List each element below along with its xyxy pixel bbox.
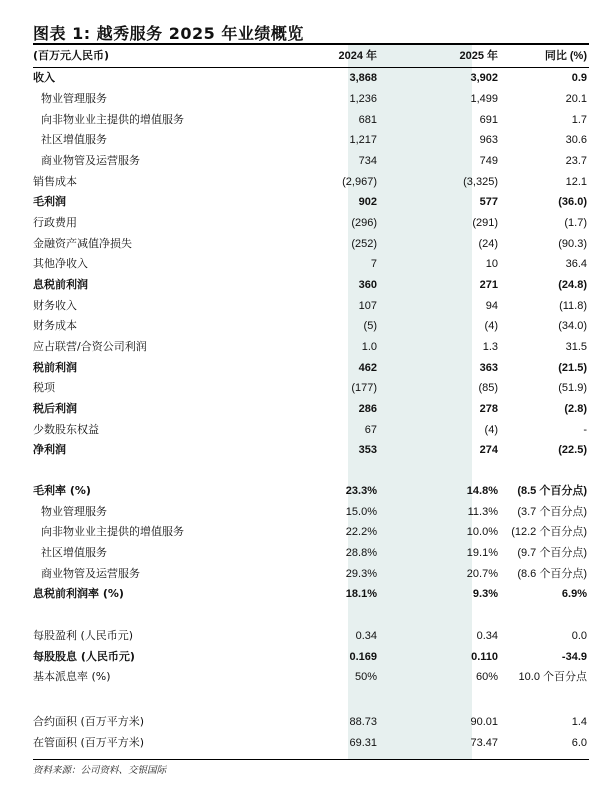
table-row	[33, 378, 589, 398]
value-2025: 963	[479, 134, 498, 146]
row-label: 销售成本	[33, 175, 77, 188]
value-2024: 1.0	[361, 341, 377, 353]
value-yoy: (11.8)	[559, 300, 587, 312]
value-2024: 18.1%	[345, 588, 377, 600]
table-row	[33, 667, 589, 687]
value-2025: 19.1%	[466, 547, 498, 559]
value-yoy: (8.6 个百分点)	[517, 568, 587, 580]
value-2024: (252)	[351, 238, 377, 250]
value-2025: 10	[485, 258, 498, 270]
value-yoy: 0.9	[571, 72, 587, 84]
value-2024: 22.2%	[345, 526, 377, 538]
row-label: 商业物管及运营服务	[41, 154, 140, 167]
col-header-yoy: 同比 (%)	[544, 50, 587, 62]
table-row	[33, 502, 589, 522]
table-row	[33, 420, 589, 440]
value-2025: 577	[479, 196, 498, 208]
value-2025: 271	[479, 279, 498, 291]
value-2024: 69.31	[349, 737, 377, 749]
value-yoy: 20.1	[565, 93, 587, 105]
value-2025: (4)	[484, 424, 498, 436]
value-2025: 11.3%	[467, 506, 498, 518]
table-row	[33, 275, 589, 295]
table-row	[33, 712, 589, 732]
table-row	[33, 213, 589, 233]
value-yoy: (8.5 个百分点)	[517, 485, 587, 497]
table-row	[33, 564, 589, 584]
table-row	[33, 254, 589, 274]
value-yoy: (34.0)	[558, 320, 587, 332]
value-yoy: 31.5	[565, 341, 587, 353]
table-row	[33, 192, 589, 212]
value-yoy: -34.9	[561, 651, 587, 663]
value-2025: (24)	[478, 238, 498, 250]
value-yoy: (21.5)	[558, 362, 587, 374]
value-yoy: 6.0	[571, 737, 587, 749]
value-2024: 28.8%	[345, 547, 377, 559]
value-yoy: (51.9)	[558, 382, 587, 394]
row-label: 净利润	[33, 443, 66, 456]
table-row	[33, 296, 589, 316]
value-2025: (4)	[484, 320, 498, 332]
value-2024: 902	[358, 196, 377, 208]
table-row	[33, 626, 589, 646]
value-2025: 94	[485, 300, 498, 312]
table-row	[33, 399, 589, 419]
value-yoy: 23.7	[565, 155, 587, 167]
value-2024: 360	[358, 279, 377, 291]
value-yoy: (12.2 个百分点)	[511, 526, 587, 538]
table-row	[33, 584, 589, 604]
table-row	[33, 543, 589, 563]
value-2025: 1.3	[482, 341, 498, 353]
value-2024: 88.73	[349, 716, 377, 728]
table-row	[33, 337, 589, 357]
value-2025: 749	[479, 155, 498, 167]
table-row	[33, 110, 589, 130]
value-2025: 274	[479, 444, 498, 456]
value-2025: (3,325)	[463, 176, 498, 188]
col-header-2024: 2024 年	[338, 50, 377, 62]
value-2024: 462	[358, 362, 377, 374]
value-2025: 20.7%	[466, 568, 498, 580]
value-yoy: 36.4	[565, 258, 587, 270]
row-label: 毛利率 (%)	[33, 484, 91, 497]
row-label: 应占联营/合资公司利润	[33, 340, 147, 353]
source-note: 资料来源：公司资料、交银国际	[33, 765, 167, 776]
row-label: 税后利润	[33, 402, 77, 415]
top-rule	[33, 43, 589, 45]
value-2025: 9.3%	[472, 588, 498, 600]
value-yoy: (90.3)	[558, 238, 587, 250]
row-label: 收入	[33, 71, 55, 84]
row-label: 物业管理服务	[41, 505, 107, 518]
value-2025: 3,902	[470, 72, 498, 84]
value-yoy: 12.1	[565, 176, 587, 188]
table-row	[33, 89, 589, 109]
table-row	[33, 733, 589, 753]
value-2024: 1,217	[349, 134, 377, 146]
table-row	[33, 440, 589, 460]
value-2025: 90.01	[470, 716, 498, 728]
value-2025: (291)	[472, 217, 498, 229]
row-label: 税项	[33, 381, 55, 394]
table-row	[33, 130, 589, 150]
value-2025: 278	[479, 403, 498, 415]
value-2024: 3,868	[349, 72, 377, 84]
row-label: 息税前利润	[33, 278, 88, 291]
value-2024: 0.34	[355, 630, 377, 642]
bottom-rule	[33, 759, 589, 760]
value-yoy: 0.0	[571, 630, 587, 642]
value-2024: 67	[364, 424, 377, 436]
value-yoy: 6.9%	[561, 588, 587, 600]
row-label: 每股盈利 (人民币元)	[33, 629, 134, 642]
row-label: 向非物业业主提供的增值服务	[41, 113, 184, 126]
value-2025: 1,499	[470, 93, 498, 105]
value-2025: 10.0%	[466, 526, 498, 538]
table-row	[33, 172, 589, 192]
row-label: 物业管理服务	[41, 92, 107, 105]
value-2025: 73.47	[470, 737, 498, 749]
value-yoy: 10.0 个百分点	[518, 671, 587, 683]
value-2024: 107	[358, 300, 377, 312]
value-yoy: (36.0)	[558, 196, 587, 208]
value-2024: (2,967)	[342, 176, 377, 188]
table-row	[33, 316, 589, 336]
value-2024: 15.0%	[345, 506, 377, 518]
row-label: 每股股息 (人民币元)	[33, 650, 135, 663]
row-label: 在管面积 (百万平方米)	[33, 736, 145, 749]
value-2024: 353	[358, 444, 377, 456]
value-yoy: -	[583, 424, 587, 436]
table-row	[33, 522, 589, 542]
row-label: 向非物业业主提供的增值服务	[41, 525, 184, 538]
value-yoy: 1.7	[571, 114, 587, 126]
row-label: 合约面积 (百万平方米)	[33, 715, 145, 728]
value-yoy: 30.6	[565, 134, 587, 146]
value-yoy: (2.8)	[564, 403, 587, 415]
value-2024: 1,236	[349, 93, 377, 105]
value-yoy: (9.7 个百分点)	[517, 547, 587, 559]
row-label: 毛利润	[33, 195, 66, 208]
value-2024: 23.3%	[345, 485, 377, 497]
value-2024: 681	[358, 114, 377, 126]
table-title: 图表 1: 越秀服务 2025 年业绩概览	[33, 24, 304, 43]
row-label: 税前利润	[33, 361, 77, 374]
table-row	[33, 68, 589, 88]
value-2024: (177)	[351, 382, 377, 394]
value-2025: 0.34	[476, 630, 498, 642]
row-label: 社区增值服务	[41, 133, 107, 146]
row-label: 商业物管及运营服务	[41, 567, 140, 580]
row-label: 行政费用	[33, 216, 77, 229]
value-2024: (5)	[363, 320, 377, 332]
value-2025: 0.110	[471, 651, 498, 663]
value-2024: 0.169	[349, 651, 377, 663]
table-row	[33, 647, 589, 667]
table-row	[33, 151, 589, 171]
unit-label: (百万元人民币)	[33, 49, 110, 62]
value-2025: 14.8%	[466, 485, 498, 497]
value-2024: 734	[358, 155, 377, 167]
value-2024: 286	[358, 403, 377, 415]
value-yoy: 1.4	[571, 716, 587, 728]
row-label: 其他净收入	[33, 257, 88, 270]
table-row	[33, 358, 589, 378]
row-label: 息税前利润率 (%)	[33, 587, 124, 600]
value-yoy: (24.8)	[558, 279, 587, 291]
table-header	[33, 46, 589, 66]
value-yoy: (1.7)	[564, 217, 587, 229]
value-2025: (85)	[478, 382, 498, 394]
row-label: 基本派息率 (%)	[33, 670, 111, 683]
value-2025: 60%	[475, 671, 498, 683]
value-2024: 7	[370, 258, 377, 270]
table-row	[33, 234, 589, 254]
value-2024: 29.3%	[345, 568, 377, 580]
row-label: 社区增值服务	[41, 546, 107, 559]
value-yoy: (22.5)	[558, 444, 587, 456]
row-label: 财务成本	[33, 319, 77, 332]
value-2024: 50%	[354, 671, 377, 683]
value-2025: 691	[479, 114, 498, 126]
value-2025: 363	[479, 362, 498, 374]
row-label: 财务收入	[33, 299, 77, 312]
value-yoy: (3.7 个百分点)	[517, 506, 587, 518]
value-2024: (296)	[351, 217, 377, 229]
row-label: 金融资产减值净损失	[33, 237, 132, 250]
table-row	[33, 481, 589, 501]
row-label: 少数股东权益	[33, 423, 99, 436]
col-header-2025: 2025 年	[459, 50, 498, 62]
